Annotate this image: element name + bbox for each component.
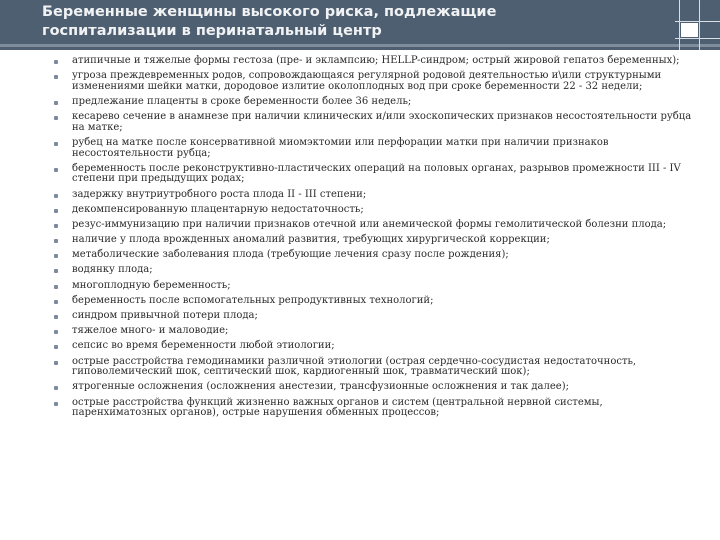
list-item: тяжелое много- и маловодие; [52, 326, 692, 337]
list-item: атипичные и тяжелые формы гестоза (пре- и эклампсию; HELLP-синдром; острый жировой гепатоз беременных); [52, 56, 692, 67]
title-bar [0, 0, 720, 50]
list-item: рубец на матке после консервативной миомэктомии или перфорации матки при наличии признаков несостоятельности рубца; [52, 138, 692, 159]
square-bullet-icon [54, 116, 58, 120]
square-bullet-icon [54, 285, 58, 289]
square-bullet-icon [54, 60, 58, 64]
square-bullet-icon [54, 330, 58, 334]
square-bullet-icon [54, 194, 58, 198]
list-item: беременность после вспомогательных репродуктивных технологий; [52, 296, 692, 307]
square-bullet-icon [54, 386, 58, 390]
list-item: острые расстройства гемодинамики различной этиологии (острая сердечно-сосудистая недостаточность, гиповолемический шок, септический шок, кардиогенный шок, травматический шок); [52, 357, 692, 378]
square-bullet-icon [54, 402, 58, 406]
square-bullet-icon [54, 254, 58, 258]
list-item: наличие у плода врожденных аномалий развития, требующих хирургической коррекции; [52, 235, 692, 246]
list-item: сепсис во время беременности любой этиологии; [52, 341, 692, 352]
list-item: декомпенсированную плацентарную недостаточность; [52, 205, 692, 216]
list-item: ятрогенные осложнения (осложнения анестезии, трансфузионные осложнения и так далее); [52, 382, 692, 393]
list-item: метаболические заболевания плода (требующие лечения сразу после рождения); [52, 250, 692, 261]
corner-grid-ornament [675, 0, 720, 50]
corner-square-icon [681, 23, 698, 37]
square-bullet-icon [54, 361, 58, 365]
square-bullet-icon [54, 142, 58, 146]
list-item: угроза преждевременных родов, сопровождающаяся регулярной родовой деятельностью и\или структурными изменениями шейки матки, дородовое излитие околоплодных вод при сроке беременности 22 - 32 недели; [52, 71, 692, 92]
square-bullet-icon [54, 224, 58, 228]
risk-list [52, 56, 692, 423]
list-item: резус-иммунизацию при наличии признаков отечной или анемической формы гемолитической болезни плода; [52, 220, 692, 231]
square-bullet-icon [54, 315, 58, 319]
list-item: водянку плода; [52, 265, 692, 276]
square-bullet-icon [54, 209, 58, 213]
list-item: многоплодную беременность; [52, 281, 692, 292]
square-bullet-icon [54, 75, 58, 79]
list-item: синдром привычной потери плода; [52, 311, 692, 322]
header-divider [0, 44, 720, 47]
square-bullet-icon [54, 345, 58, 349]
slide-title: Беременные женщины высокого риска, подлежащие госпитализации в перинатальный центр [42, 4, 497, 39]
list-item: беременность после реконструктивно-пластических операций на половых органах, разрывов промежности III - IV степени при предыдущих родах; [52, 164, 692, 185]
square-bullet-icon [54, 101, 58, 105]
list-item: острые расстройства функций жизненно важных органов и систем (центральной нервной системы, паренхиматозных органов), острые нарушения обменных процессов; [52, 398, 692, 419]
list-item: задержку внутриутробного роста плода II - III степени; [52, 190, 692, 201]
square-bullet-icon [54, 239, 58, 243]
list-item: кесарево сечение в анамнезе при наличии клинических и/или эхоскопических признаков несостоятельности рубца на матке; [52, 112, 692, 133]
square-bullet-icon [54, 168, 58, 172]
square-bullet-icon [54, 269, 58, 273]
list-item: предлежание плаценты в сроке беременности более 36 недель; [52, 97, 692, 108]
square-bullet-icon [54, 300, 58, 304]
